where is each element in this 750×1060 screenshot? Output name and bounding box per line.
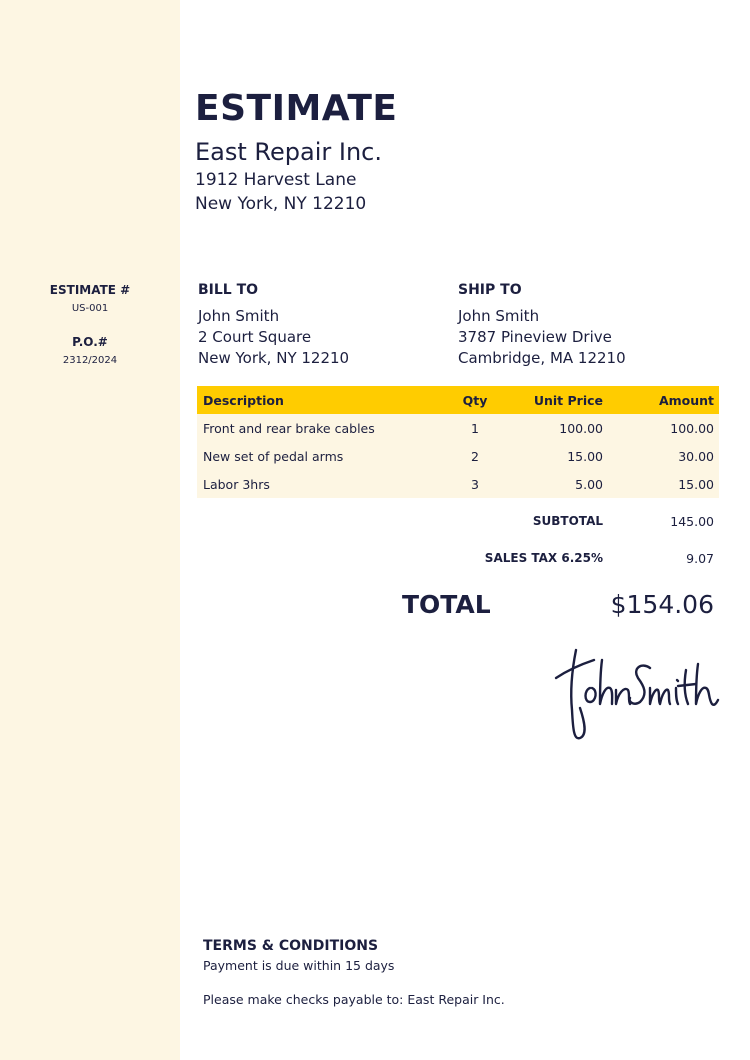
header-amount: Amount bbox=[658, 392, 714, 408]
estimate-number-value: US-001 bbox=[71, 303, 109, 314]
terms-payment-due: Payment is due within 15 days bbox=[203, 958, 395, 973]
document-title: ESTIMATE bbox=[195, 88, 398, 129]
cell-description: Labor 3hrs bbox=[203, 476, 270, 492]
cell-unit-price: 5.00 bbox=[575, 476, 603, 492]
header-description: Description bbox=[203, 392, 284, 408]
total-label: TOTAL bbox=[402, 590, 491, 619]
ship-to-block bbox=[458, 282, 626, 369]
cell-amount: 30.00 bbox=[678, 448, 714, 464]
company-name: East Repair Inc. bbox=[195, 138, 382, 166]
cell-qty: 3 bbox=[471, 476, 479, 492]
line-items-table bbox=[197, 386, 719, 498]
table-row bbox=[197, 414, 719, 442]
sales-tax-label: SALES TAX 6.25% bbox=[484, 551, 603, 565]
table-row bbox=[197, 470, 719, 498]
cell-description: Front and rear brake cables bbox=[203, 420, 375, 436]
signature bbox=[550, 640, 720, 744]
estimate-number-block bbox=[0, 283, 180, 314]
terms-payable-to: Please make checks payable to: East Repair Inc. bbox=[203, 992, 505, 1007]
cell-unit-price: 15.00 bbox=[567, 448, 603, 464]
header-qty: Qty bbox=[462, 392, 488, 408]
cell-qty: 1 bbox=[471, 420, 479, 436]
sales-tax-row bbox=[197, 551, 719, 566]
sales-tax-value: 9.07 bbox=[686, 551, 714, 566]
estimate-number-label: ESTIMATE # bbox=[49, 283, 131, 297]
table-header-row bbox=[197, 386, 719, 414]
cell-qty: 2 bbox=[471, 448, 479, 464]
ship-to-name: John Smith bbox=[458, 307, 540, 325]
cell-unit-price: 100.00 bbox=[559, 420, 603, 436]
po-number-value: 2312/2024 bbox=[62, 355, 118, 366]
header-unit-price: Unit Price bbox=[533, 392, 603, 408]
po-number-block bbox=[0, 335, 180, 366]
bill-to-city: New York, NY 12210 bbox=[198, 349, 350, 367]
subtotal-label: SUBTOTAL bbox=[532, 514, 603, 528]
bill-to-block bbox=[198, 282, 349, 369]
cell-description: New set of pedal arms bbox=[203, 448, 344, 464]
bill-to-name: John Smith bbox=[198, 307, 280, 325]
ship-to-heading: SHIP TO bbox=[458, 282, 522, 298]
company-address-line2: New York, NY 12210 bbox=[195, 194, 367, 214]
ship-to-city: Cambridge, MA 12210 bbox=[458, 349, 626, 367]
bill-to-street: 2 Court Square bbox=[198, 328, 312, 346]
subtotal-value: 145.00 bbox=[670, 514, 714, 529]
po-number-label: P.O.# bbox=[72, 335, 108, 349]
cell-amount: 15.00 bbox=[678, 476, 714, 492]
subtotal-row bbox=[197, 514, 719, 529]
sidebar bbox=[0, 0, 180, 1060]
bill-to-heading: BILL TO bbox=[198, 282, 259, 298]
company-address-line1: 1912 Harvest Lane bbox=[195, 170, 357, 190]
total-value: $154.06 bbox=[610, 590, 714, 619]
table-row bbox=[197, 442, 719, 470]
terms-title: TERMS & CONDITIONS bbox=[203, 938, 379, 954]
ship-to-street: 3787 Pineview Drive bbox=[458, 328, 612, 346]
cell-amount: 100.00 bbox=[670, 420, 714, 436]
